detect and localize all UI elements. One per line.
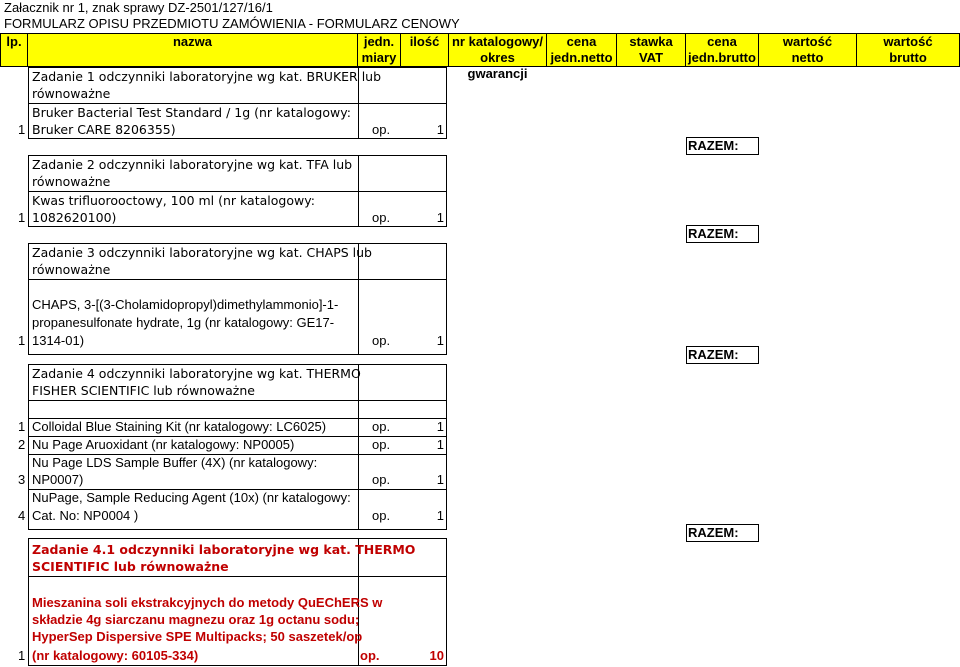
section1-title: Zadanie 1 odczynniki laboratoryjne wg kat. BRUKER lub — [32, 69, 382, 84]
item-qty: 1 — [436, 508, 444, 523]
item-name: Mieszanina soli ekstrakcyjnych do metody QuEChERS w — [32, 595, 383, 610]
item-unit: op. — [372, 472, 391, 487]
item-name: CHAPS, 3-[(3-Cholamidopropyl)dimethylammonio]-1- — [32, 297, 339, 312]
divider — [28, 576, 447, 577]
item-unit: op. — [372, 437, 391, 452]
col-cena-netto: cena jedn.netto — [547, 33, 617, 67]
form-title: FORMULARZ OPISU PRZEDMIOTU ZAMÓWIENIA - FORMULARZ CENOWY — [4, 16, 460, 31]
divider — [28, 279, 447, 280]
section4-title: Zadanie 4 odczynniki laboratoryjne wg kat. THERMO — [32, 366, 361, 381]
divider — [358, 364, 359, 530]
col-ilosc: ilość — [401, 33, 449, 67]
item-name-cont: HyperSep Dispersive SPE Multipacks; 50 saszetek/op — [32, 629, 363, 644]
item-name: NuPage, Sample Reducing Agent (10x) (nr katalogowy: — [32, 490, 351, 505]
item-name-cont: 1082620100) — [32, 210, 117, 225]
item-name: Bruker Bacterial Test Standard / 1g (nr katalogowy: — [32, 105, 351, 120]
section4-title-cont: FISHER SCIENTIFIC lub równoważne — [32, 383, 255, 398]
item-qty: 10 — [429, 648, 444, 663]
col-wartosc-brutto: wartość brutto — [857, 33, 960, 67]
item-qty: 1 — [436, 122, 444, 137]
item-name-cont: propanesulfonate hydrate, 1g (nr katalogowy: GE17- — [32, 315, 335, 330]
razem-label: RAZEM: — [688, 525, 739, 540]
item-lp: 1 — [18, 210, 26, 225]
item-lp: 2 — [18, 437, 26, 452]
razem-label: RAZEM: — [688, 138, 739, 153]
item-unit: op. — [372, 508, 391, 523]
item-lp: 1 — [18, 122, 26, 137]
item-unit: op. — [360, 648, 380, 663]
section41-title: Zadanie 4.1 odczynniki laboratoryjne wg kat. THERMO — [32, 542, 416, 557]
item-qty: 1 — [436, 472, 444, 487]
divider — [28, 103, 447, 104]
item-unit: op. — [372, 419, 391, 434]
item-lp: 3 — [18, 472, 26, 487]
col-nazwa: nazwa — [28, 33, 358, 67]
item-name-cont: (nr katalogowy: 60105-334) — [32, 648, 199, 663]
item-name-cont: NP0007) — [32, 472, 84, 487]
divider — [28, 400, 447, 401]
divider — [358, 155, 359, 227]
item-qty: 1 — [436, 210, 444, 225]
razem-label: RAZEM: — [688, 226, 739, 241]
item-name: Nu Page LDS Sample Buffer (4X) (nr katalogowy: — [32, 455, 318, 470]
item-name: Kwas trifluorooctowy, 100 ml (nr katalogowy: — [32, 193, 315, 208]
section41-title-cont: SCIENTIFIC lub równoważne — [32, 559, 229, 574]
item-name-cont: składzie 4g siarczanu magnezu oraz 1g octanu sodu; — [32, 612, 360, 627]
item-unit: op. — [372, 210, 391, 225]
item-lp: 1 — [18, 419, 26, 434]
item-qty: 1 — [436, 333, 444, 348]
razem-label: RAZEM: — [688, 347, 739, 362]
section2-title-cont: równoważne — [32, 174, 111, 189]
item-lp: 1 — [18, 648, 26, 663]
item-qty: 1 — [436, 437, 444, 452]
item-name-cont: 1314-01) — [32, 333, 85, 348]
col-cena-brutto: cena jedn.brutto — [686, 33, 759, 67]
col-lp: lp. — [0, 33, 28, 67]
col-stawka-vat: stawka VAT — [617, 33, 686, 67]
col-jedn: jedn. miary — [358, 33, 401, 67]
item-lp: 4 — [18, 508, 26, 523]
item-unit: op. — [372, 333, 391, 348]
col-wartosc-netto: wartość netto — [759, 33, 857, 67]
attachment-title: Załacznik nr 1, znak sprawy DZ-2501/127/16/1 — [4, 0, 273, 15]
item-name: Nu Page Aruoxidant (nr katalogowy: NP0005) — [32, 437, 295, 452]
item-unit: op. — [372, 122, 391, 137]
section2-title: Zadanie 2 odczynniki laboratoryjne wg kat. TFA lub — [32, 157, 353, 172]
divider — [28, 191, 447, 192]
col-nr-katalogowy: nr katalogowy/ okres gwarancji — [449, 33, 547, 67]
section3-title: Zadanie 3 odczynniki laboratoryjne wg kat. CHAPS lub — [32, 245, 372, 260]
item-name: Colloidal Blue Staining Kit (nr katalogowy: LC6025) — [32, 419, 327, 434]
section1-title-cont: równoważne — [32, 86, 111, 101]
item-name-cont: Cat. No: NP0004 ) — [32, 508, 139, 523]
item-qty: 1 — [436, 419, 444, 434]
item-lp: 1 — [18, 333, 26, 348]
section3-title-cont: równoważne — [32, 262, 111, 277]
item-name-cont: Bruker CARE 8206355) — [32, 122, 176, 137]
